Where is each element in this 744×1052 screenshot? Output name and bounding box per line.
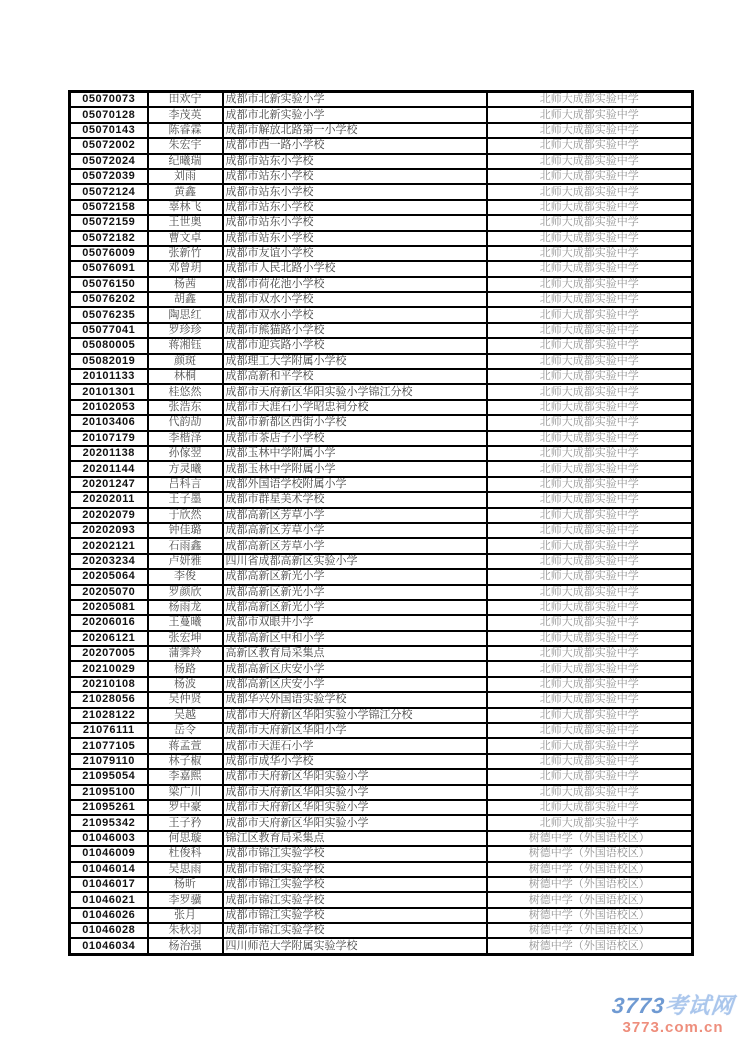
primary-school-cell: 四川师范大学附属实验学校 <box>223 938 487 954</box>
student-name-cell: 陶思红 <box>148 307 223 322</box>
table-row <box>70 569 693 584</box>
middle-school-cell: 北师大成都实验中学 <box>487 523 693 538</box>
primary-school-cell: 成都市锦江实验学校 <box>223 923 487 938</box>
table-row <box>70 415 693 430</box>
primary-school-cell: 成都市双水小学校 <box>223 307 487 322</box>
middle-school-cell: 树德中学（外国语校区） <box>487 923 693 938</box>
primary-school-cell: 成都市人民北路小学校 <box>223 261 487 276</box>
middle-school-cell: 北师大成都实验中学 <box>487 492 693 507</box>
primary-school-cell: 成都市天府新区华阳实验小学 <box>223 815 487 830</box>
exam-number-cell: 05070073 <box>70 92 148 108</box>
table-row <box>70 338 693 353</box>
student-name-cell: 胡鑫 <box>148 292 223 307</box>
student-name-cell: 王子墨 <box>148 492 223 507</box>
primary-school-cell: 成都市新都区西街小学校 <box>223 415 487 430</box>
exam-number-cell: 21079110 <box>70 754 148 769</box>
primary-school-cell: 成都市北新实验小学 <box>223 107 487 122</box>
primary-school-cell: 成都市北新实验小学 <box>223 92 487 108</box>
student-name-cell: 杨雨龙 <box>148 600 223 615</box>
student-name-cell: 罗中豪 <box>148 800 223 815</box>
student-name-cell: 孙傢翌 <box>148 446 223 461</box>
table-row <box>70 831 693 846</box>
middle-school-cell: 北师大成都实验中学 <box>487 446 693 461</box>
student-name-cell: 朱宏宇 <box>148 138 223 153</box>
middle-school-cell: 北师大成都实验中学 <box>487 508 693 523</box>
primary-school-cell: 成都市迎宾路小学校 <box>223 338 487 353</box>
primary-school-cell: 成都高新区新光小学 <box>223 585 487 600</box>
exam-number-cell: 20210029 <box>70 661 148 676</box>
student-name-cell: 钟佳璐 <box>148 523 223 538</box>
table-row <box>70 600 693 615</box>
student-name-cell: 石雨鑫 <box>148 538 223 553</box>
exam-number-cell: 21095054 <box>70 769 148 784</box>
student-name-cell: 张新竹 <box>148 246 223 261</box>
primary-school-cell: 成都市荷花池小学校 <box>223 277 487 292</box>
student-name-cell: 蒲霁羚 <box>148 646 223 661</box>
middle-school-cell: 北师大成都实验中学 <box>487 723 693 738</box>
exam-number-cell: 01046014 <box>70 862 148 877</box>
exam-number-cell: 20101133 <box>70 369 148 384</box>
middle-school-cell: 北师大成都实验中学 <box>487 154 693 169</box>
student-name-cell: 桂悠然 <box>148 384 223 399</box>
primary-school-cell: 成都高新区芳草小学 <box>223 538 487 553</box>
middle-school-cell: 北师大成都实验中学 <box>487 277 693 292</box>
student-name-cell: 吕科言 <box>148 477 223 492</box>
table-row <box>70 631 693 646</box>
student-name-cell: 林子椒 <box>148 754 223 769</box>
exam-number-cell: 20107179 <box>70 431 148 446</box>
primary-school-cell: 成都市西一路小学校 <box>223 138 487 153</box>
table-row <box>70 538 693 553</box>
middle-school-cell: 树德中学（外国语校区） <box>487 938 693 954</box>
middle-school-cell: 北师大成都实验中学 <box>487 554 693 569</box>
exam-number-cell: 05082019 <box>70 354 148 369</box>
student-name-cell: 邓曾玥 <box>148 261 223 276</box>
table-row <box>70 862 693 877</box>
middle-school-cell: 北师大成都实验中学 <box>487 631 693 646</box>
student-name-cell: 辜林飞 <box>148 200 223 215</box>
student-name-cell: 曹文卓 <box>148 231 223 246</box>
exam-number-cell: 05077041 <box>70 323 148 338</box>
student-name-cell: 杜俊科 <box>148 846 223 861</box>
student-name-cell: 朱秋羽 <box>148 923 223 938</box>
exam-number-cell: 01046009 <box>70 846 148 861</box>
middle-school-cell: 北师大成都实验中学 <box>487 815 693 830</box>
middle-school-cell: 北师大成都实验中学 <box>487 261 693 276</box>
table-row <box>70 800 693 815</box>
student-name-cell: 田欢宁 <box>148 92 223 108</box>
table-row <box>70 554 693 569</box>
table-row <box>70 646 693 661</box>
primary-school-cell: 成都市天府新区华阳实验小学锦江分校 <box>223 384 487 399</box>
exam-number-cell: 21028056 <box>70 692 148 707</box>
primary-school-cell: 成都理工大学附属小学校 <box>223 354 487 369</box>
table-row <box>70 723 693 738</box>
exam-number-cell: 05072182 <box>70 231 148 246</box>
student-name-cell: 王世奥 <box>148 215 223 230</box>
exam-number-cell: 21077105 <box>70 738 148 753</box>
primary-school-cell: 成都市友谊小学校 <box>223 246 487 261</box>
middle-school-cell: 北师大成都实验中学 <box>487 369 693 384</box>
exam-number-cell: 20201138 <box>70 446 148 461</box>
middle-school-cell: 北师大成都实验中学 <box>487 615 693 630</box>
exam-number-cell: 01046028 <box>70 923 148 938</box>
exam-number-cell: 21076111 <box>70 723 148 738</box>
primary-school-cell: 四川省成都高新区实验小学 <box>223 554 487 569</box>
table-row <box>70 261 693 276</box>
student-name-cell: 方灵曦 <box>148 461 223 476</box>
student-name-cell: 杨路 <box>148 661 223 676</box>
table-row <box>70 769 693 784</box>
middle-school-cell: 北师大成都实验中学 <box>487 307 693 322</box>
student-name-cell: 王子矜 <box>148 815 223 830</box>
primary-school-cell: 成都市站东小学校 <box>223 200 487 215</box>
watermark-site-name <box>611 995 735 1017</box>
primary-school-cell: 成都高新区新光小学 <box>223 600 487 615</box>
student-name-cell: 杨昕 <box>148 877 223 892</box>
middle-school-cell: 北师大成都实验中学 <box>487 431 693 446</box>
primary-school-cell: 成都市天府新区华阳实验小学 <box>223 800 487 815</box>
middle-school-cell: 北师大成都实验中学 <box>487 646 693 661</box>
middle-school-cell: 北师大成都实验中学 <box>487 107 693 122</box>
primary-school-cell: 成都市站东小学校 <box>223 215 487 230</box>
student-name-cell: 王蔓曦 <box>148 615 223 630</box>
primary-school-cell: 高新区教育局采集点 <box>223 646 487 661</box>
exam-number-cell: 21095100 <box>70 785 148 800</box>
table-row <box>70 754 693 769</box>
student-name-cell: 杨波 <box>148 677 223 692</box>
middle-school-cell: 北师大成都实验中学 <box>487 415 693 430</box>
middle-school-cell: 北师大成都实验中学 <box>487 184 693 199</box>
middle-school-cell: 北师大成都实验中学 <box>487 169 693 184</box>
exam-number-cell: 01046034 <box>70 938 148 954</box>
table-row <box>70 738 693 753</box>
exam-number-cell: 21028122 <box>70 708 148 723</box>
exam-number-cell: 05076235 <box>70 307 148 322</box>
student-name-cell: 代韵劼 <box>148 415 223 430</box>
middle-school-cell: 北师大成都实验中学 <box>487 461 693 476</box>
exam-number-cell: 05076091 <box>70 261 148 276</box>
primary-school-cell: 成都市天涯石小学 <box>223 738 487 753</box>
primary-school-cell: 成都高新区芳草小学 <box>223 523 487 538</box>
primary-school-cell: 成都市天府新区华阳实验小学 <box>223 769 487 784</box>
primary-school-cell: 成都市锦江实验学校 <box>223 846 487 861</box>
student-name-cell: 蒋湘钰 <box>148 338 223 353</box>
exam-number-cell: 20202011 <box>70 492 148 507</box>
exam-number-cell: 05072024 <box>70 154 148 169</box>
exam-number-cell: 20206121 <box>70 631 148 646</box>
student-name-cell: 张宏坤 <box>148 631 223 646</box>
primary-school-cell: 成都市解放北路第一小学校 <box>223 123 487 138</box>
primary-school-cell: 成都高新和平学校 <box>223 369 487 384</box>
student-name-cell: 吴仲贤 <box>148 692 223 707</box>
middle-school-cell: 北师大成都实验中学 <box>487 231 693 246</box>
primary-school-cell: 成都市站东小学校 <box>223 184 487 199</box>
exam-number-cell: 21095261 <box>70 800 148 815</box>
exam-number-cell: 01046026 <box>70 908 148 923</box>
student-name-cell: 岳令 <box>148 723 223 738</box>
exam-number-cell: 20201247 <box>70 477 148 492</box>
exam-number-cell: 05072158 <box>70 200 148 215</box>
exam-number-cell: 20202093 <box>70 523 148 538</box>
middle-school-cell: 树德中学（外国语校区） <box>487 908 693 923</box>
table-row <box>70 107 693 122</box>
watermark-suffix: 考试网 <box>663 993 736 1018</box>
table-row <box>70 661 693 676</box>
primary-school-cell: 成都市天府新区华阳实验小学 <box>223 785 487 800</box>
table-row <box>70 477 693 492</box>
table-row <box>70 461 693 476</box>
table-row <box>70 708 693 723</box>
exam-number-cell: 20202079 <box>70 508 148 523</box>
exam-number-cell: 20205070 <box>70 585 148 600</box>
table-row <box>70 215 693 230</box>
exam-number-cell: 20103406 <box>70 415 148 430</box>
exam-number-cell: 20206016 <box>70 615 148 630</box>
middle-school-cell: 北师大成都实验中学 <box>487 400 693 415</box>
student-name-cell: 罗颜欣 <box>148 585 223 600</box>
primary-school-cell: 成都高新区芳草小学 <box>223 508 487 523</box>
student-name-cell: 梁广川 <box>148 785 223 800</box>
table-row <box>70 138 693 153</box>
student-name-cell: 李嘉熙 <box>148 769 223 784</box>
table-row <box>70 400 693 415</box>
middle-school-cell: 北师大成都实验中学 <box>487 123 693 138</box>
primary-school-cell: 成都高新区中和小学 <box>223 631 487 646</box>
student-name-cell: 张浩东 <box>148 400 223 415</box>
primary-school-cell: 成都市锦江实验学校 <box>223 908 487 923</box>
primary-school-cell: 成都高新区庆安小学 <box>223 677 487 692</box>
watermark-site-url: 3773.com.cn <box>622 1019 724 1036</box>
middle-school-cell: 北师大成都实验中学 <box>487 200 693 215</box>
middle-school-cell: 北师大成都实验中学 <box>487 692 693 707</box>
primary-school-cell: 成都外国语学校附属小学 <box>223 477 487 492</box>
middle-school-cell: 北师大成都实验中学 <box>487 323 693 338</box>
primary-school-cell: 成都市群星美术学校 <box>223 492 487 507</box>
middle-school-cell: 北师大成都实验中学 <box>487 661 693 676</box>
primary-school-cell: 成都市锦江实验学校 <box>223 892 487 907</box>
table-row <box>70 123 693 138</box>
student-name-cell: 颜斑 <box>148 354 223 369</box>
exam-number-cell: 01046021 <box>70 892 148 907</box>
primary-school-cell: 成都市站东小学校 <box>223 169 487 184</box>
table-row <box>70 585 693 600</box>
middle-school-cell: 树德中学（外国语校区） <box>487 831 693 846</box>
middle-school-cell: 北师大成都实验中学 <box>487 754 693 769</box>
table-row <box>70 384 693 399</box>
student-name-cell: 林桐 <box>148 369 223 384</box>
table-row <box>70 169 693 184</box>
exam-number-cell: 01046003 <box>70 831 148 846</box>
middle-school-cell: 树德中学（外国语校区） <box>487 892 693 907</box>
student-name-cell: 罗珍珍 <box>148 323 223 338</box>
middle-school-cell: 树德中学（外国语校区） <box>487 846 693 861</box>
primary-school-cell: 成都玉林中学附属小学 <box>223 446 487 461</box>
table-row <box>70 277 693 292</box>
middle-school-cell: 北师大成都实验中学 <box>487 338 693 353</box>
middle-school-cell: 北师大成都实验中学 <box>487 800 693 815</box>
primary-school-cell: 成都玉林中学附属小学 <box>223 461 487 476</box>
exam-number-cell: 20202121 <box>70 538 148 553</box>
exam-number-cell: 20203234 <box>70 554 148 569</box>
watermark-3773 <box>612 995 734 1035</box>
middle-school-cell: 北师大成都实验中学 <box>487 738 693 753</box>
primary-school-cell: 成都市熊猫路小学校 <box>223 323 487 338</box>
primary-school-cell: 成都市成华小学校 <box>223 754 487 769</box>
middle-school-cell: 北师大成都实验中学 <box>487 138 693 153</box>
table-row <box>70 431 693 446</box>
table-row <box>70 292 693 307</box>
primary-school-cell: 成都市双水小学校 <box>223 292 487 307</box>
table-row <box>70 692 693 707</box>
admission-results-table <box>68 90 694 956</box>
middle-school-cell: 树德中学（外国语校区） <box>487 877 693 892</box>
primary-school-cell: 成都华兴外国语实验学校 <box>223 692 487 707</box>
student-name-cell: 李俊 <box>148 569 223 584</box>
middle-school-cell: 北师大成都实验中学 <box>487 677 693 692</box>
table-row <box>70 200 693 215</box>
exam-number-cell: 20102053 <box>70 400 148 415</box>
primary-school-cell: 成都市站东小学校 <box>223 231 487 246</box>
exam-number-cell: 05070128 <box>70 107 148 122</box>
table-row <box>70 923 693 938</box>
primary-school-cell: 成都市茶店子小学校 <box>223 431 487 446</box>
exam-number-cell: 20207005 <box>70 646 148 661</box>
student-name-cell: 刘雨 <box>148 169 223 184</box>
student-name-cell: 于欣然 <box>148 508 223 523</box>
primary-school-cell: 成都市双眼井小学 <box>223 615 487 630</box>
student-name-cell: 李楷泽 <box>148 431 223 446</box>
exam-number-cell: 20201144 <box>70 461 148 476</box>
table-row <box>70 231 693 246</box>
middle-school-cell: 北师大成都实验中学 <box>487 769 693 784</box>
student-name-cell: 张月 <box>148 908 223 923</box>
primary-school-cell: 成都市锦江实验学校 <box>223 862 487 877</box>
student-name-cell: 李茂英 <box>148 107 223 122</box>
exam-number-cell: 05072002 <box>70 138 148 153</box>
exam-number-cell: 05070143 <box>70 123 148 138</box>
primary-school-cell: 成都市天府新区华阳实验小学锦江分校 <box>223 708 487 723</box>
student-name-cell: 蒋孟萱 <box>148 738 223 753</box>
results-table-body <box>70 92 693 955</box>
student-name-cell: 吴越 <box>148 708 223 723</box>
middle-school-cell: 树德中学（外国语校区） <box>487 862 693 877</box>
student-name-cell: 陈睿霖 <box>148 123 223 138</box>
table-row <box>70 369 693 384</box>
primary-school-cell: 成都市天府新区华阳小学 <box>223 723 487 738</box>
table-row <box>70 523 693 538</box>
table-row <box>70 615 693 630</box>
exam-number-cell: 20205081 <box>70 600 148 615</box>
student-name-cell: 纪曦瑞 <box>148 154 223 169</box>
middle-school-cell: 北师大成都实验中学 <box>487 92 693 108</box>
table-row <box>70 877 693 892</box>
middle-school-cell: 北师大成都实验中学 <box>487 354 693 369</box>
table-row <box>70 323 693 338</box>
table-row <box>70 908 693 923</box>
exam-number-cell: 05072039 <box>70 169 148 184</box>
middle-school-cell: 北师大成都实验中学 <box>487 292 693 307</box>
table-row <box>70 154 693 169</box>
middle-school-cell: 北师大成都实验中学 <box>487 215 693 230</box>
middle-school-cell: 北师大成都实验中学 <box>487 569 693 584</box>
table-row <box>70 785 693 800</box>
table-row <box>70 354 693 369</box>
exam-number-cell: 05080005 <box>70 338 148 353</box>
student-name-cell: 卢妍雅 <box>148 554 223 569</box>
exam-number-cell: 20210108 <box>70 677 148 692</box>
table-row <box>70 677 693 692</box>
exam-number-cell: 05072159 <box>70 215 148 230</box>
student-name-cell: 杨治强 <box>148 938 223 954</box>
exam-number-cell: 05076202 <box>70 292 148 307</box>
table-row <box>70 184 693 199</box>
middle-school-cell: 北师大成都实验中学 <box>487 785 693 800</box>
middle-school-cell: 北师大成都实验中学 <box>487 384 693 399</box>
exam-number-cell: 05076150 <box>70 277 148 292</box>
table-row <box>70 846 693 861</box>
primary-school-cell: 成都高新区新光小学 <box>223 569 487 584</box>
middle-school-cell: 北师大成都实验中学 <box>487 708 693 723</box>
middle-school-cell: 北师大成都实验中学 <box>487 585 693 600</box>
student-name-cell: 何思璇 <box>148 831 223 846</box>
exam-number-cell: 21095342 <box>70 815 148 830</box>
exam-number-cell: 20101301 <box>70 384 148 399</box>
exam-number-cell: 05076009 <box>70 246 148 261</box>
table-row <box>70 892 693 907</box>
student-name-cell: 杨茜 <box>148 277 223 292</box>
middle-school-cell: 北师大成都实验中学 <box>487 477 693 492</box>
primary-school-cell: 成都市天涯石小学昭忠祠分校 <box>223 400 487 415</box>
primary-school-cell: 锦江区教育局采集点 <box>223 831 487 846</box>
primary-school-cell: 成都市站东小学校 <box>223 154 487 169</box>
middle-school-cell: 北师大成都实验中学 <box>487 538 693 553</box>
middle-school-cell: 北师大成都实验中学 <box>487 246 693 261</box>
table-row <box>70 492 693 507</box>
watermark-number: 3773 <box>610 993 667 1018</box>
table-row <box>70 246 693 261</box>
exam-number-cell: 05072124 <box>70 184 148 199</box>
table-row <box>70 446 693 461</box>
student-name-cell: 吴思雨 <box>148 862 223 877</box>
exam-number-cell: 20205064 <box>70 569 148 584</box>
table-row <box>70 307 693 322</box>
exam-number-cell: 01046017 <box>70 877 148 892</box>
primary-school-cell: 成都高新区庆安小学 <box>223 661 487 676</box>
primary-school-cell: 成都市锦江实验学校 <box>223 877 487 892</box>
middle-school-cell: 北师大成都实验中学 <box>487 600 693 615</box>
table-row <box>70 508 693 523</box>
table-row <box>70 938 693 954</box>
table-row <box>70 815 693 830</box>
table-row <box>70 92 693 108</box>
student-name-cell: 黄鑫 <box>148 184 223 199</box>
student-name-cell: 李罗骥 <box>148 892 223 907</box>
